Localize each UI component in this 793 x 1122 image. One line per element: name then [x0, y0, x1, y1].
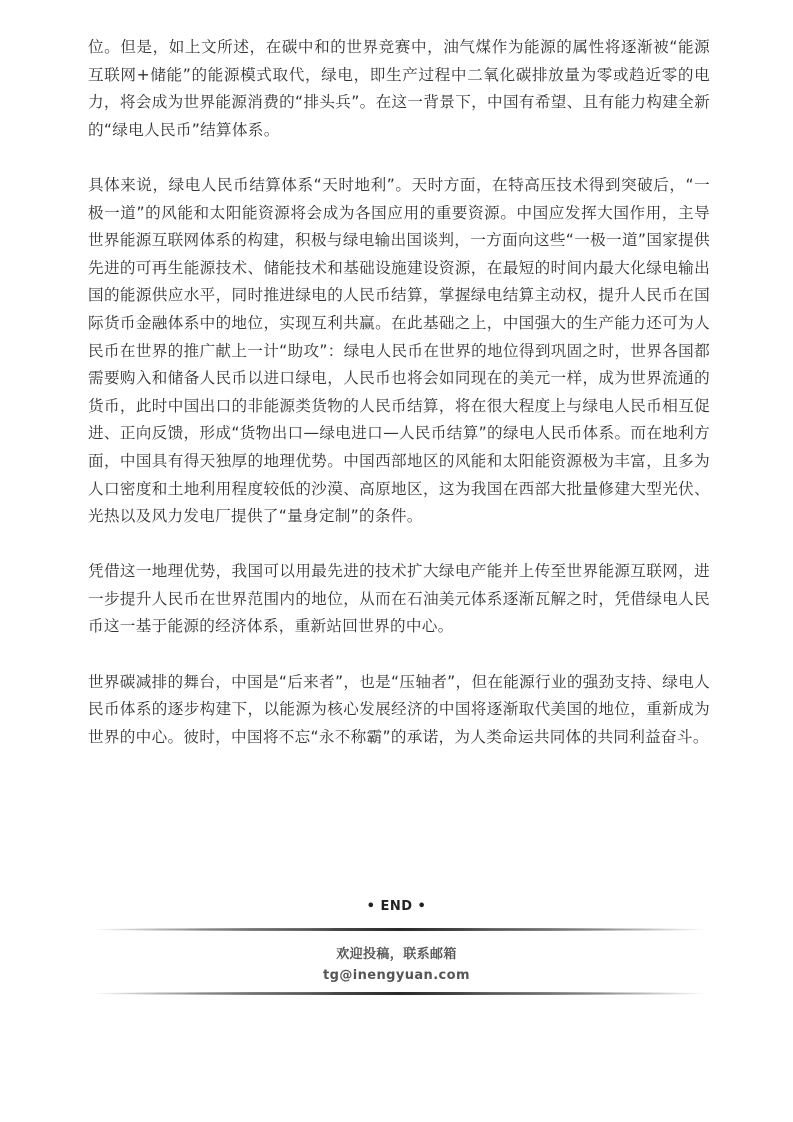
footer-divider-top	[88, 928, 710, 931]
article-body	[88, 34, 710, 751]
contact-block	[0, 944, 793, 986]
article-paragraph-3: 凭借这一地理优势，我国可以用最先进的技术扩大绿电产能并上传至世界能源互联网，进一步提升人民币在世界范围内的地位，从而在石油美元体系逐渐瓦解之时，凭借绿电人民币这一基于能源的经济体系，重新站回世界的中心。	[88, 562, 710, 636]
end-mark: • END •	[366, 899, 427, 914]
contact-label: 欢迎投稿，联系邮箱	[336, 947, 457, 962]
article-paragraph-2: 具体来说，绿电人民币结算体系“天时地利”。天时方面，在特高压技术得到突破后，“一极一道”的风能和太阳能资源将会成为各国应用的重要资源。中国应发挥大国作用，主导世界能源互联网体系的构建，积极与绿电输出国谈判，一方面向这些“一极一道”国家提供先进的可再生能源技术、储能技术和基础设施建设资源，在最短的时间内最大化绿电输出国的能源供应水平，同时推进绿电的人民币结算，掌握绿电结算主动权，提升人民币在国际货币金融体系中的地位，实现互利共赢。在此基础之上，中国强大的生产能力还可为人民币在世界的推广献上一计“助攻”：绿电人民币在世界的地位得到巩固之时，世界各国都需要购入和储备人民币以进口绿电，人民币也将会如同现在的美元一样，成为世界流通的货币，此时中国出口的非能源类货物的人民币结算，将在很大程度上与绿电人民币相互促进、正向反馈，形成“货物出口—绿电进口—人民币结算”的绿电人民币体系。而在地利方面，中国具有得天独厚的地理优势。中国西部地区的风能和太阳能资源极为丰富，且多为人口密度和土地利用程度较低的沙漠、高原地区，这为我国在西部大批量修建大型光伏、光热以及风力发电厂提供了“量身定制”的条件。	[88, 175, 710, 526]
article-paragraph-1: 位。但是，如上文所述，在碳中和的世界竞赛中，油气煤作为能源的属性将逐渐被“能源互联网+储能”的能源模式取代，绿电，即生产过程中二氧化碳排放量为零或趋近零的电力，将会成为世界能源消费的“排头兵”。在这一背景下，中国有希望、且有能力构建全新的“绿电人民币”结算体系。	[88, 38, 710, 139]
contact-email: tg@inengyuan.com	[323, 968, 470, 983]
article-paragraph-4: 世界碳减排的舞台，中国是“后来者”，也是“压轴者”，但在能源行业的强劲支持、绿电人民币体系的逐步构建下，以能源为核心发展经济的中国将逐渐取代美国的地位，重新成为世界的中心。彼时，中国将不忘“永不称霸”的承诺，为人类命运共同体的共同利益奋斗。	[88, 672, 710, 746]
footer-divider-bottom	[88, 992, 710, 995]
